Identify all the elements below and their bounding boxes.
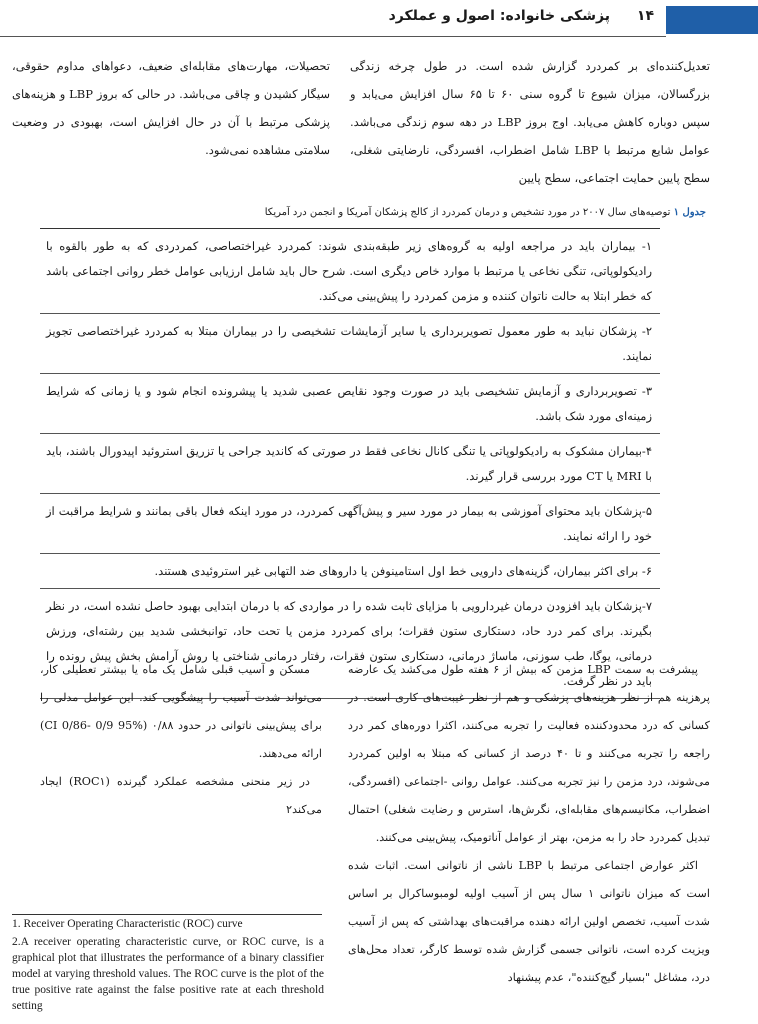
table-row: ۱- بیماران باید در مراجعه اولیه به گروه‌های زیر طبقه‌بندی شوند: کمردرد غیراختصاصی، کمردردی که به طور بالقوه با رادیکولوپاتی، تنگی نخاعی یا مرتبط با موارد خاص دیگری است. شرح حال باید شامل ارزیابی عوامل خطر روانی اجتماعی باشد که خطر ابتلا به حالت ناتوان کننده و مزمن کمردرد را پیش‌بینی می‌کند. bbox=[40, 229, 660, 314]
table-caption bbox=[44, 204, 706, 222]
footnote: 1. Receiver Operating Characteristic (ROC) curve bbox=[12, 918, 243, 930]
table-row: ۶- برای اکثر بیماران، گزینه‌های دارویی خط اول استامینوفن یا داروهای ضد التهابی غیر استروئیدی هستند. bbox=[40, 554, 660, 589]
table-row: ۲- پزشکان نباید به طور معمول تصویربرداری یا سایر آزمایشات تشخیصی را در بیماران مبتلا به کمردرد غیراختصاصی تجویز نمایند. bbox=[40, 314, 660, 374]
header-accent-bar bbox=[666, 6, 758, 34]
body-paragraph: تعدیل‌کننده‌ای بر کمردرد گزارش شده است. در طول چرخه زندگی بزرگسالان، میزان شیوع تا گروه سنی ۶۰ تا ۶۵ سال افزایش می‌یابد و سپس دوباره کاهش می‌یابد. اوج بروز LBP در دهه سوم زندگی می‌باشد. عوامل شایع مرتبط با LBP شامل اضطراب، افسردگی، نارضایتی شغلی، سطح پایین حمایت اجتماعی، سطح پایین bbox=[350, 59, 711, 185]
table-caption-text: توصیه‌های سال ۲۰۰۷ در مورد تشخیص و درمان کمردرد از کالج پزشکان آمریکا و انجمن درد آمریکا bbox=[264, 207, 671, 218]
body-paragraph: مسکن و آسیب قبلی شامل یک ماه یا بیشتر تعطیلی کار، می‌تواند شدت آسیب را پیشگویی کند. این عوامل مدلی را برای پیش‌بینی ناتوانی در حدود ۰/۸۸ (CI 0/86- 0/9 95%) ارائه می‌دهند. bbox=[40, 663, 323, 760]
body-paragraph: اکثر عوارض اجتماعی مرتبط با LBP ناشی از ناتوانی است. اثبات شده است که میزان ناتوانی ۱ سال پس از آسیب اولیه لومبوساکرال بر اساس شدت آسیب، تخصص اولین ارائه دهنده مراقبت‌های بهداشتی که پس از آسیب ویزیت کرده است، ناتوانی جسمی گزارش شده توسط کارگر، تعداد محل‌های درد، مشاغل "بسیار گیج‌کننده"، عدم پیشنهاد bbox=[348, 859, 710, 984]
top-right-column bbox=[350, 52, 710, 192]
table-caption-label: جدول ۱ bbox=[673, 207, 706, 218]
body-paragraph: پیشرفت به سمت LBP مزمن که بیش از ۶ هفته طول می‌کشد یک عارضه پرهزینه هم از نظر هزینه‌های پزشکی و هم از نظر غیبت‌های کاری است. در کسانی که درد محدودکننده فعالیت را تجربه می‌کنند، اکثرا دوره‌های کمر درد راجعه را تجربه می‌کنند و تا ۴۰ درصد از کسانی که مبتلا به اولین کمردرد می‌شوند، درد مزمن را نیز تجربه می‌کنند. عوامل روانی -اجتماعی (افسردگی، اضطراب، مکانیسم‌های مقابله‌ای، نگرش‌ها، استرس و رضایت شغلی) احتمال تبدیل کمردرد حاد را به مزمن، بهتر از عوامل آناتومیک، پیش‌بینی می‌کنند. bbox=[348, 663, 710, 844]
recommendations-table bbox=[40, 228, 660, 699]
footnotes bbox=[12, 916, 324, 1016]
table-row: ۵-پزشکان باید محتوای آموزشی به بیمار در مورد سیر و پیش‌آگهی کمردرد، در مورد اینکه فعال باقی بمانند و شرایط مراقبت از خود را ارائه نمایند. bbox=[40, 494, 660, 554]
bottom-left-column bbox=[40, 656, 322, 824]
bottom-right-column bbox=[348, 656, 710, 992]
top-left-column bbox=[12, 52, 330, 164]
footnote-rule bbox=[12, 914, 322, 915]
body-paragraph: در زیر منحنی مشخصه عملکرد گیرنده (ROC۱) ایجاد می‌کند۲ bbox=[40, 775, 322, 816]
table-row: ۷-پزشکان باید افزودن درمان غیردارویی با مزایای ثابت شده را در مواردی که با درمان ابتدایی بهبود حاصل نشده است، در نظر بگیرند. برای کمر درد حاد، دستکاری ستون فقرات؛ برای کمردرد مزمن یا تحت حاد، توانبخشی شدید بین رشته‌ای، ورزش درمانی، یوگا، طب سوزنی، ماساژ درمانی، دستکاری ستون فقرات، رفتار درمانی شناختی یا روش آرامش بخش پیش رونده را باید در نظر گرفت. bbox=[40, 589, 660, 699]
header-rule bbox=[0, 36, 666, 37]
body-paragraph: تحصیلات، مهارت‌های مقابله‌ای ضعیف، دعواهای مداوم حقوقی، سیگار کشیدن و چاقی می‌باشد. در حالی که بروز LBP و هزینه‌های پزشکی مرتبط با آن در حال افزایش است، بهبودی در وضعیت سلامتی مشاهده نمی‌شود. bbox=[12, 59, 330, 157]
page-number: ۱۴ bbox=[636, 8, 654, 24]
running-title: پزشکی خانواده: اصول و عملکرد bbox=[388, 8, 610, 24]
footnote: 2.A receiver operating characteristic curve, or ROC curve, is a graphical plot that illustrates the performance of a binary classifier model at varying threshold values. The ROC curve is the plot of the true positive rate against the false positive rate at each threshold setting bbox=[12, 936, 324, 1012]
page-header bbox=[0, 0, 758, 42]
table-row: ۴-بیماران مشکوک به رادیکولوپاتی یا تنگی کانال نخاعی فقط در صورتی که کاندید جراحی یا تزریق استروئید اپیدورال باشند، باید با MRI یا CT مورد بررسی قرار گیرند. bbox=[40, 434, 660, 494]
table-row: ۳- تصویربرداری و آزمایش تشخیصی باید در صورت وجود نقایص عصبی شدید یا پیشرونده انجام شود و یا زمانی که شرایط زمینه‌ای مورد شک باشد. bbox=[40, 374, 660, 434]
